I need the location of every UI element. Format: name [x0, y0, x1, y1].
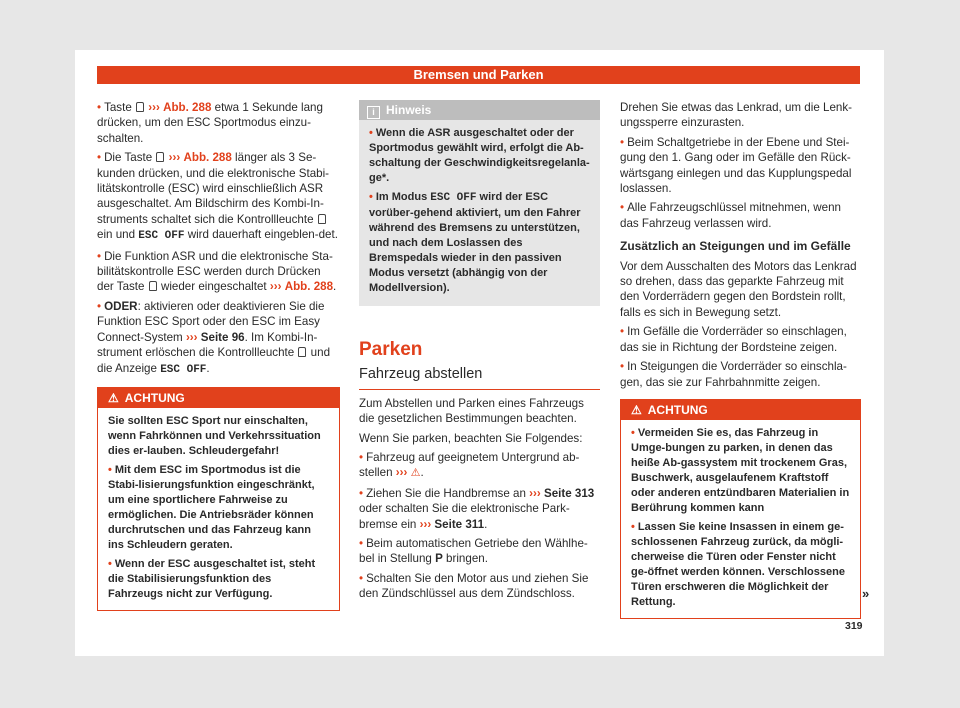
list-item: • Die Taste ››› Abb. 288 länger als 3 Se-kunden drücken, und die elektronische Stabi-litätskontrolle (ESC) wird einschließlich ASR ausgeschaltet. Am Bildschirm des Kombi-In-struments schaltet sich die Kontrollleuchte ein und ESC OFF wird dauerhaft eingeblen-det. — [97, 151, 338, 243]
list-item: • In Steigungen die Vorderräder so einschla-gen, das sie zur Fahrbahnmitte zeigen. — [620, 360, 847, 389]
bullet-icon: • — [369, 127, 373, 139]
warning-triangle-icon[interactable]: ⚠ — [410, 467, 421, 480]
column-left — [97, 100, 340, 611]
bullet-icon: • — [631, 520, 635, 533]
list-item: • Schalten Sie den Motor aus und ziehen Sie den Zündschlüssel aus dem Zündschloss. — [359, 571, 589, 601]
list-item: • Vermeiden Sie es, das Fahrzeug in Umge-bungen zu parken, in denen das heiße Ab-gassystem mit trockenem Gras, Buschwerk, ausgelaufenem Kraftstoff oder anderen entzündbaren Materialien in Berührung kommen kann — [631, 426, 850, 514]
list-item: • Im Modus ESC OFF wird der ESC vorüber-gehend aktiviert, um den Fahrer während des Bremsens zu unterstützen, und nach dem Loslassen des Bremspedals wieder in den passiven Modus versetzt (abhängig von der Modellversion). — [369, 191, 581, 294]
warning-body — [98, 408, 339, 610]
bullet-icon: • — [97, 151, 102, 165]
figure-link[interactable]: Abb. 288 — [183, 151, 232, 165]
list-item: • Im Gefälle die Vorderräder so einschlagen, das sie in Richtung der Bordsteine zeigen. — [620, 325, 847, 354]
paragraph: Drehen Sie etwas das Lenkrad, um die Lenk-ungssperre einzurasten. — [620, 101, 853, 130]
list-item: • Wenn der ESC ausgeschaltet ist, steht die Stabilisierungsfunktion des Fahrzeugs nicht zur Verfügung. — [108, 557, 316, 600]
display-code: ESC OFF — [160, 363, 207, 376]
ref-arrow[interactable]: ››› — [395, 466, 408, 480]
column-middle — [359, 100, 600, 602]
bullet-icon: • — [631, 426, 635, 439]
list-item: • Ziehen Sie die Handbremse an ››› Seite 313 oder schalten Sie die elektronische Park-bremse ein ››› Seite 311. — [359, 486, 595, 531]
esc-button-icon — [156, 152, 164, 162]
subsection-title: Fahrzeug abstellen — [359, 367, 600, 389]
list-item: • Mit dem ESC im Sportmodus ist die Stabi-lisierungsfunktion eingeschränkt, um eine sportlichere Fahrweise zu ermöglichen. Die Antriebsräder können durchrutschen und das Fahrzeug kann ins Schleudern geraten. — [108, 463, 315, 551]
list-item: • Fahrzeug auf geeignetem Untergrund ab-stellen ››› ⚠. — [359, 451, 580, 480]
note-body — [359, 120, 600, 306]
bullet-icon: • — [359, 537, 364, 551]
page-link[interactable]: Seite 313 — [543, 486, 595, 500]
page-number: 319 — [845, 620, 863, 632]
note-header: i Hinweis — [359, 100, 600, 120]
display-code: ESC OFF — [138, 230, 185, 243]
figure-link[interactable]: Abb. 288 — [284, 280, 334, 294]
bullet-icon: • — [620, 135, 625, 149]
bullet-icon: • — [97, 299, 102, 313]
ref-arrow[interactable]: ››› — [529, 486, 541, 500]
figure-link[interactable]: Abb. 288 — [163, 101, 212, 114]
list-item: • Lassen Sie keine Insassen in einem ge-schlossenen Fahrzeug zurück, da mögli-cherweise die Türen oder Fenster nicht ge-öffnet werden können. Verschlossene Türen erschweren die Möglichkeit der Rettung. — [631, 520, 845, 608]
list-item: • Alle Fahrzeugschlüssel mitnehmen, wenn das Fahrzeug verlassen wird. — [620, 201, 842, 230]
paragraph: Zum Abstellen und Parken eines Fahrzeugs die gesetzlichen Bestimmungen beachten. — [359, 396, 584, 426]
bullet-icon: • — [620, 325, 625, 339]
warning-header: ⚠ ACHTUNG — [621, 400, 860, 420]
esc-button-icon — [149, 281, 157, 291]
ref-arrow[interactable]: ››› — [419, 517, 432, 531]
page-link[interactable]: Seite 96 — [200, 330, 245, 344]
display-code: ESC OFF — [430, 192, 477, 204]
bullet-icon: • — [620, 201, 625, 215]
ref-arrow[interactable]: ››› — [185, 330, 198, 344]
warning-box — [620, 399, 861, 619]
warning-box — [97, 387, 340, 611]
paragraph: Vor dem Ausschalten des Motors das Lenkrad so drehen, dass das geparkte Fahrzeug mit den Vorderrädern gegen den Bordstein rollt, falls es sich in Bewegung setzt. — [620, 259, 857, 319]
warning-triangle-icon: ⚠ — [108, 390, 119, 405]
bullet-icon: • — [97, 101, 102, 114]
chevron-right-icon: » — [862, 586, 870, 601]
bullet-icon: • — [620, 360, 625, 374]
ref-arrow[interactable]: ››› — [269, 280, 282, 294]
info-icon: i — [367, 106, 380, 119]
warning-text: Sie sollten ESC Sport nur einschalten, wenn Fahrkönnen und Verkehrssituation dies er-lauben. Schleudergefahr! — [108, 414, 321, 457]
esc-warning-light-icon — [318, 214, 326, 224]
bullet-icon: • — [359, 571, 364, 585]
bullet-icon: • — [97, 249, 102, 263]
bullet-icon: • — [369, 191, 373, 203]
list-item: • Taste ››› Abb. 288 etwa 1 Sekunde lang drücken, um den ESC Sportmodus einzu-schalten. — [97, 101, 323, 145]
list-item: • ODER: aktivieren oder deaktivieren Sie die Funktion ESC Sport oder den ESC im Easy Connect-System ››› Seite 96. Im Kombi-In-strument erlöschen die Kontrollleuchte und die Anzeige ESC OFF. — [97, 299, 331, 376]
subheading: Zusätzlich an Steigungen und im Gefälle — [620, 239, 851, 254]
esc-button-icon — [136, 102, 144, 112]
page-link[interactable]: Seite 311 — [434, 517, 485, 531]
note-box — [359, 100, 600, 306]
ref-arrow[interactable]: ››› — [148, 101, 160, 114]
bullet-icon: • — [108, 557, 112, 570]
chapter-header: Bremsen und Parken — [97, 66, 860, 84]
ref-arrow[interactable]: ››› — [168, 151, 181, 165]
section-title: Parken — [359, 339, 423, 360]
bullet-icon: • — [359, 451, 364, 465]
bullet-icon: • — [108, 463, 112, 476]
list-item: • Beim Schaltgetriebe in der Ebene und Stei-gung den 1. Gang oder im Gefälle den Rück-wärtsgang einlegen und das Kupplungspedal loslassen. — [620, 135, 852, 196]
warning-triangle-icon: ⚠ — [631, 402, 642, 417]
list-item: • Wenn die ASR ausgeschaltet oder der Sportmodus gewählt wird, erfolgt die Ab-schaltung der Geschwindigkeitsregelanla-ge*. — [369, 127, 590, 184]
paragraph: Wenn Sie parken, beachten Sie Folgendes: — [359, 431, 583, 445]
warning-body — [621, 420, 860, 618]
list-item: • Die Funktion ASR und die elektronische Sta-bilitätskontrolle ESC werden durch Drücken der Taste wieder eingeschaltet ››› Abb. 288. — [97, 249, 337, 294]
warning-header: ⚠ ACHTUNG — [98, 388, 339, 408]
list-item: • Beim automatischen Getriebe den Wählhe-bel in Stellung P bringen. — [359, 537, 588, 566]
bullet-icon: • — [359, 486, 364, 500]
column-right — [620, 100, 861, 619]
esc-warning-light-icon — [298, 347, 306, 357]
